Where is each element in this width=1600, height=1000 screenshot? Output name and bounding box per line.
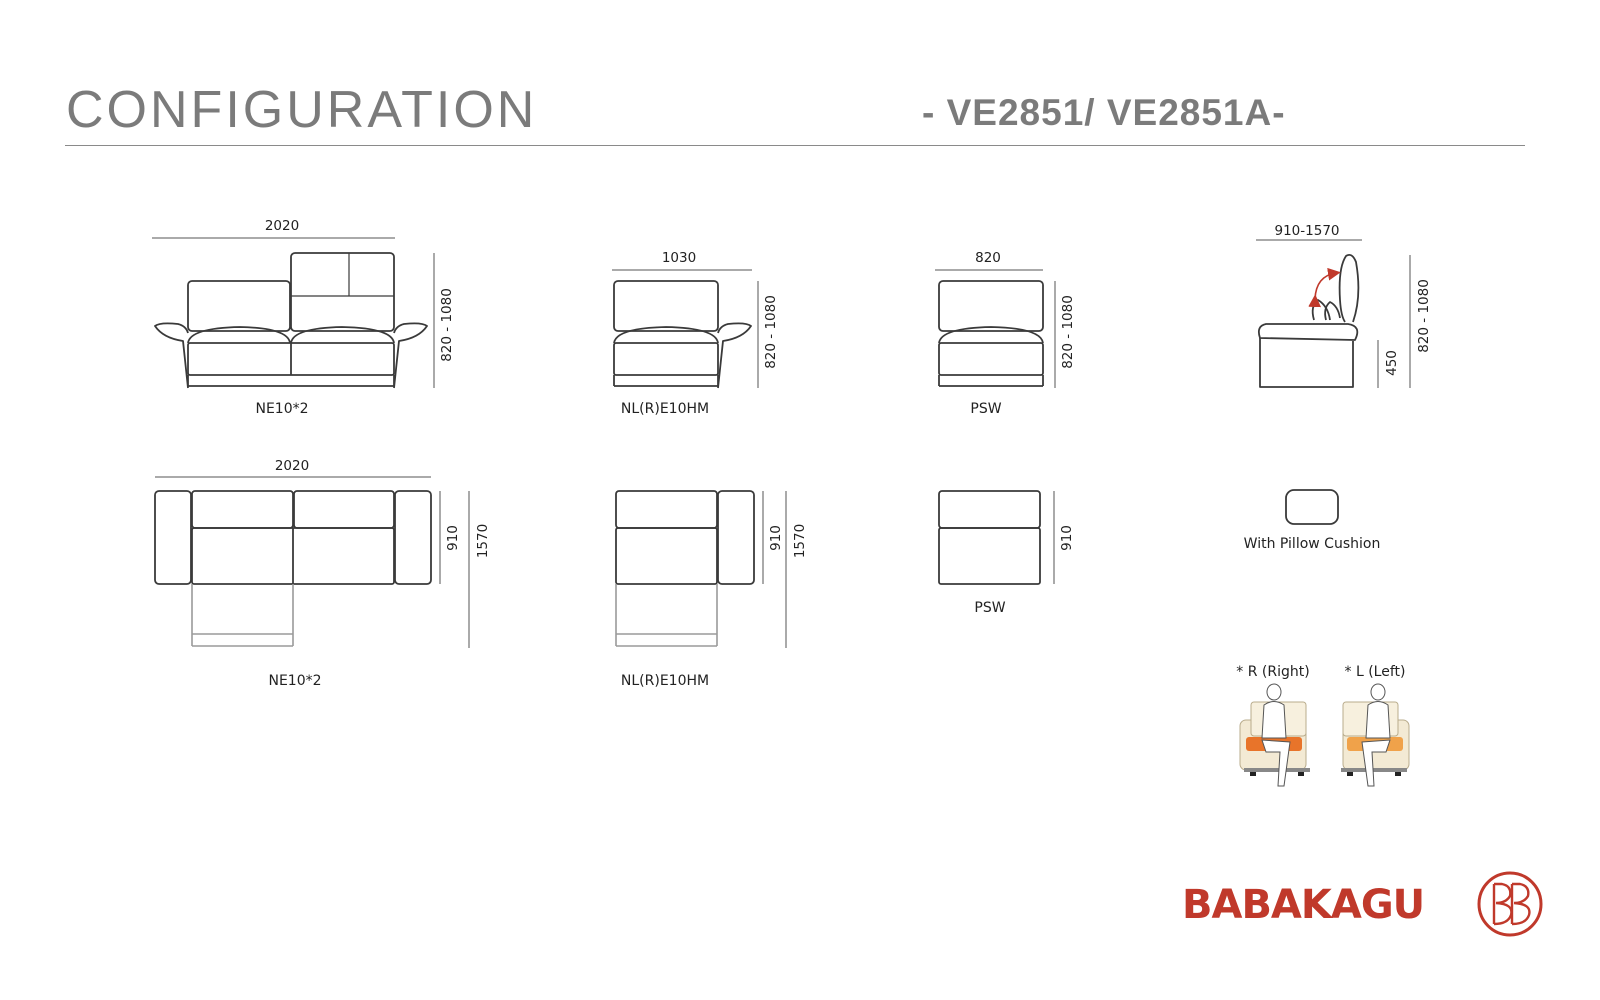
left-orientation-label: * L (Left) bbox=[1344, 664, 1406, 680]
side-view-drawing bbox=[1259, 255, 1359, 387]
recline-arrow bbox=[1315, 273, 1336, 299]
psw-plan-label: PSW bbox=[974, 600, 1006, 616]
model-number-text: VE2851/ VE2851A bbox=[946, 92, 1273, 133]
nlre10hm-plan-depth-extended-dim: 1570 bbox=[792, 523, 808, 559]
ne10x2-front-drawing bbox=[155, 253, 427, 388]
ne10x2-height-dim: 820 - 1080 bbox=[439, 288, 455, 362]
ne10x2-plan-drawing bbox=[155, 491, 431, 646]
nlre10hm-front-label: NL(R)E10HM bbox=[620, 401, 710, 417]
pillow-cushion-label: With Pillow Cushion bbox=[1243, 536, 1381, 552]
psw-width-dim: 820 bbox=[975, 250, 1001, 266]
nlre10hm-width-dim: 1030 bbox=[661, 250, 697, 266]
ne10x2-front-label: NE10*2 bbox=[255, 401, 309, 417]
pillow-cushion-icon bbox=[1286, 490, 1338, 524]
ne10x2-plan-depth-extended-dim: 1570 bbox=[475, 523, 491, 559]
left-orientation-illustration bbox=[1341, 684, 1409, 786]
model-dash-left: - bbox=[922, 92, 947, 133]
ne10x2-plan-label: NE10*2 bbox=[268, 673, 322, 689]
nlre10hm-front-drawing bbox=[614, 281, 751, 388]
psw-plan-depth-dim: 910 bbox=[1059, 525, 1075, 551]
model-dash-right: - bbox=[1272, 92, 1286, 133]
right-orientation-label: * R (Right) bbox=[1236, 664, 1310, 680]
psw-front-drawing bbox=[939, 281, 1043, 386]
nlre10hm-plan-depth-dim: 910 bbox=[768, 525, 784, 551]
psw-front-label: PSW bbox=[970, 401, 1002, 417]
side-height-dim: 820 - 1080 bbox=[1416, 279, 1432, 353]
psw-plan-drawing bbox=[939, 491, 1040, 584]
ne10x2-width-dim: 2020 bbox=[264, 218, 300, 234]
psw-height-dim: 820 - 1080 bbox=[1060, 295, 1076, 369]
nlre10hm-plan-drawing bbox=[616, 491, 754, 646]
ne10x2-plan-width-dim: 2020 bbox=[274, 458, 310, 474]
side-depth-dim: 910-1570 bbox=[1274, 223, 1340, 239]
brand-logo-icon bbox=[1479, 873, 1541, 935]
dimension-lines bbox=[152, 238, 1410, 648]
nlre10hm-height-dim: 820 - 1080 bbox=[763, 295, 779, 369]
ne10x2-plan-depth-dim: 910 bbox=[445, 525, 461, 551]
nlre10hm-plan-label: NL(R)E10HM bbox=[620, 673, 710, 689]
right-orientation-illustration bbox=[1240, 684, 1310, 786]
page-title: CONFIGURATION bbox=[66, 81, 538, 139]
brand-wordmark: BABAKAGU bbox=[1182, 882, 1425, 928]
side-seat-height-dim: 450 bbox=[1384, 350, 1400, 376]
